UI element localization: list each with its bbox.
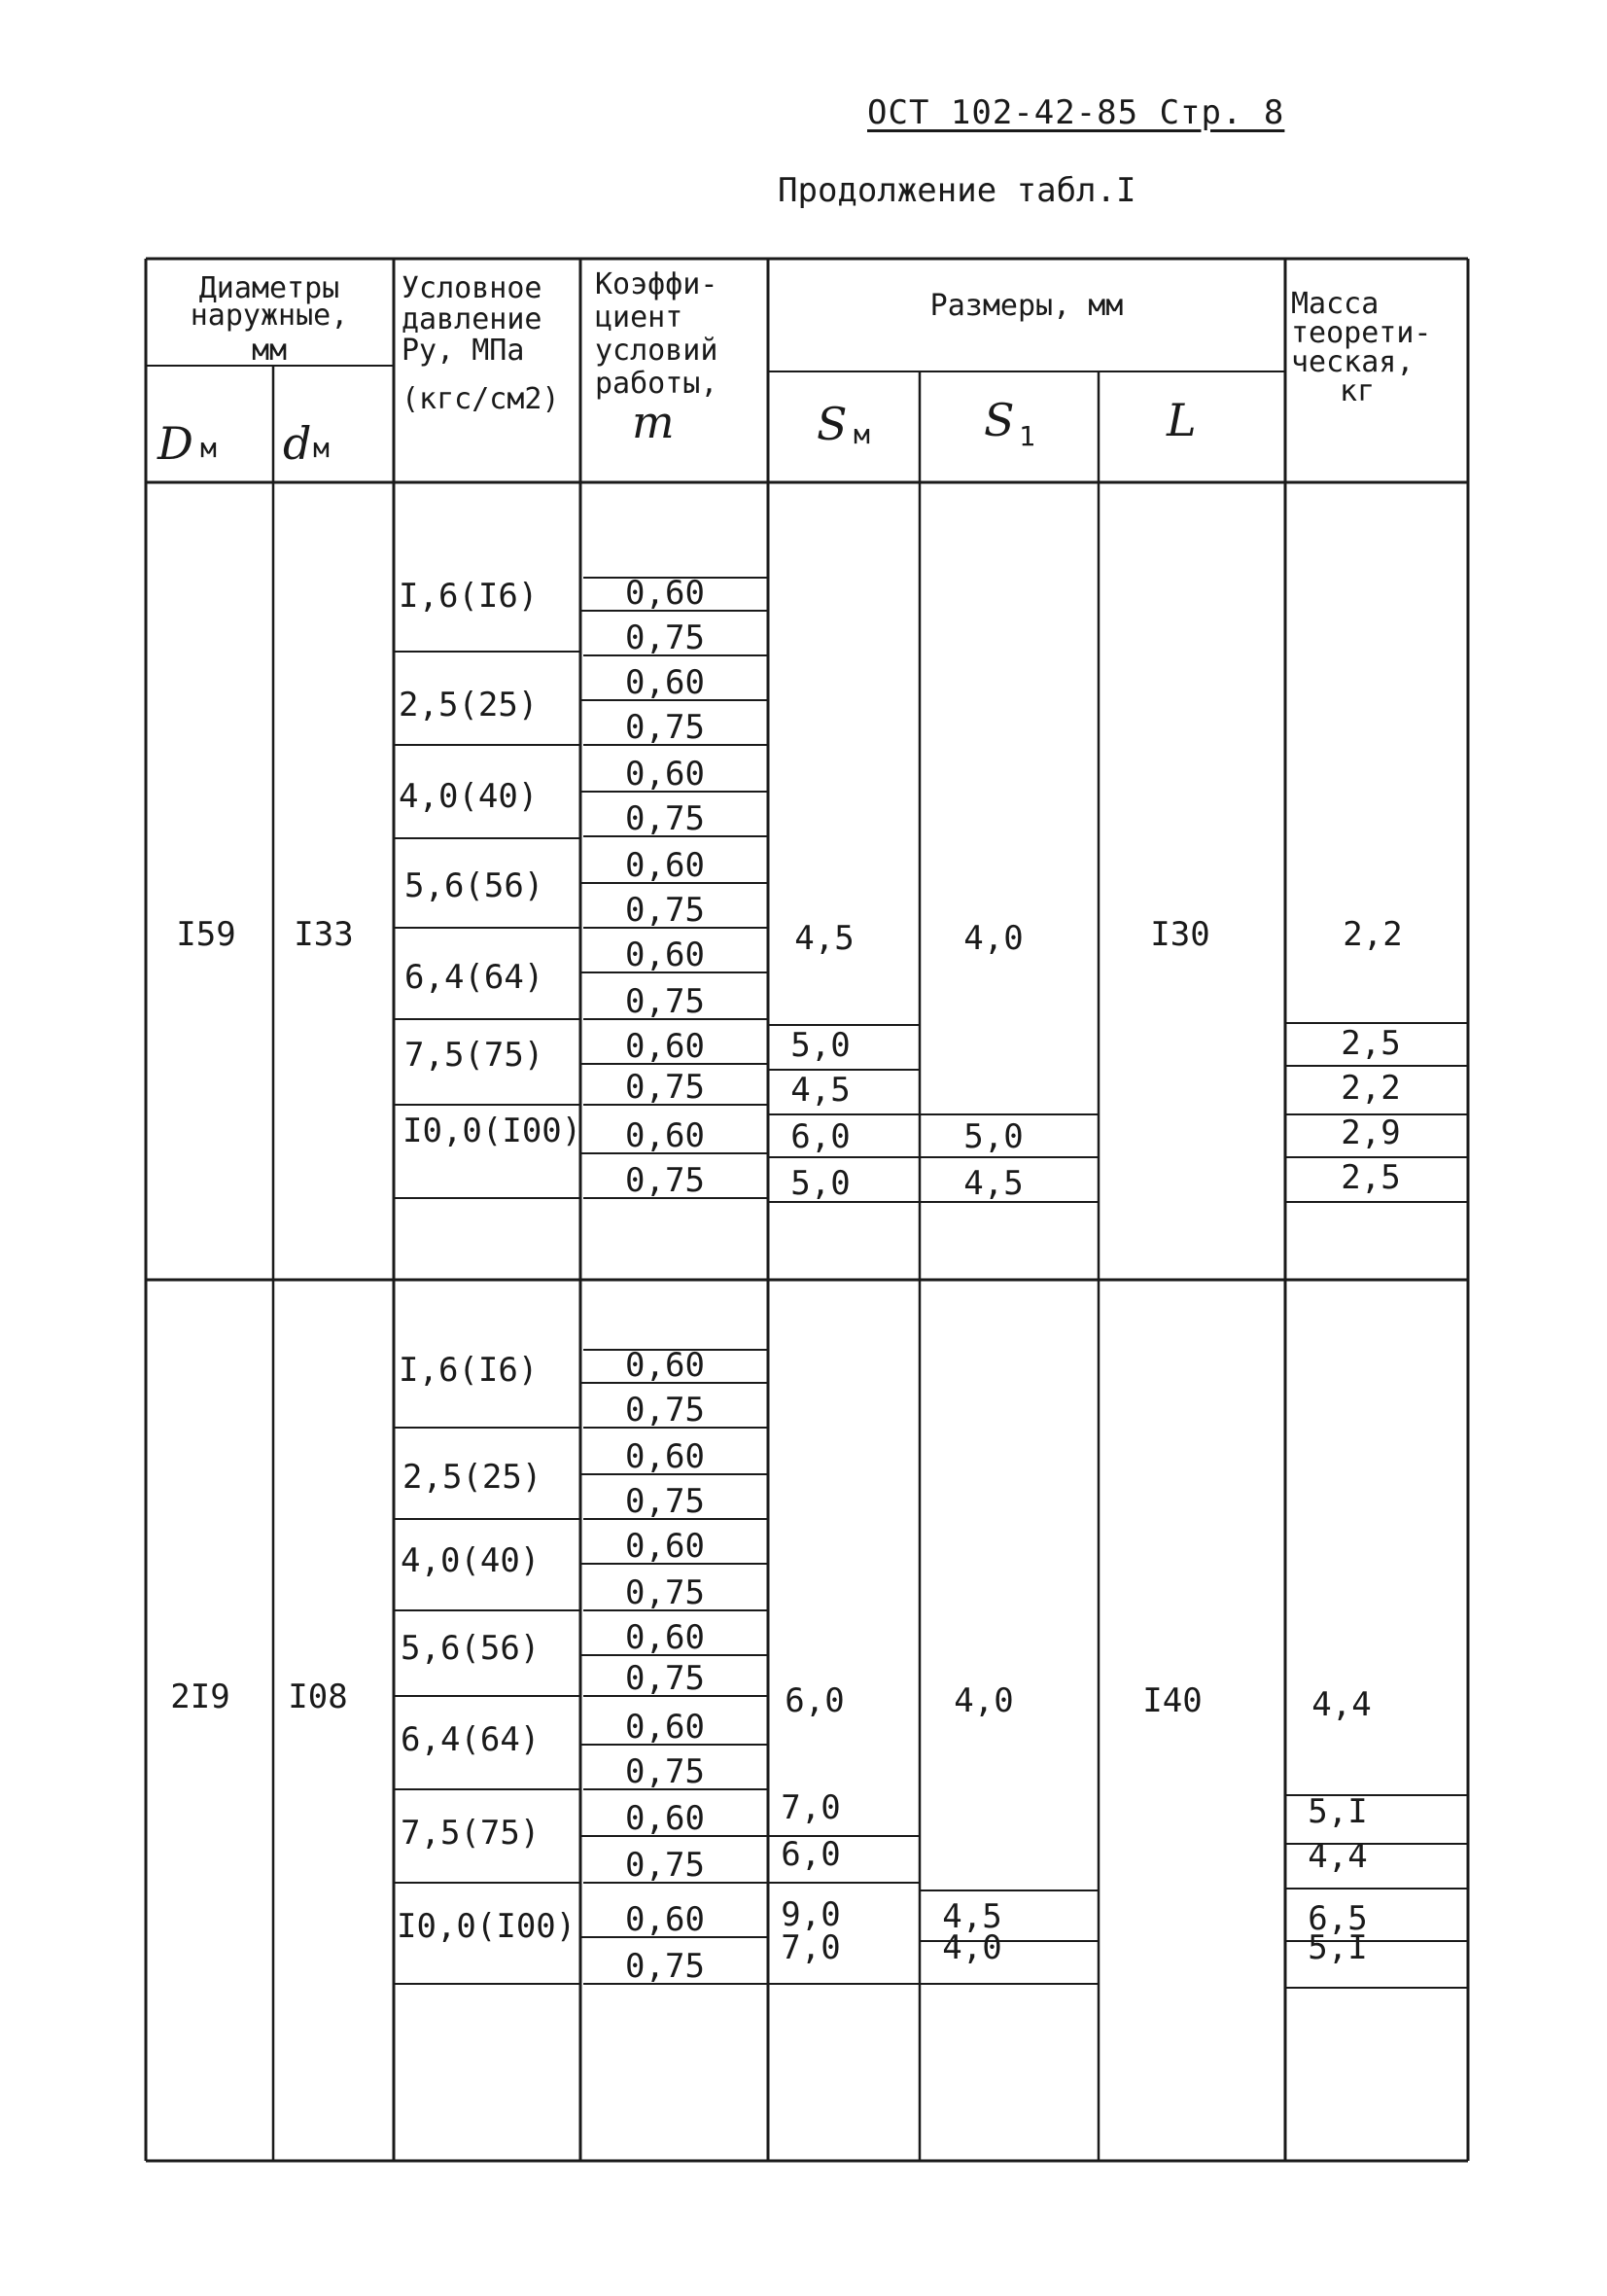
header-coef-symbol: m <box>632 396 675 448</box>
coef-cell: 0,75 <box>625 1391 705 1430</box>
pressure-cell: 5,6(56) <box>404 866 544 905</box>
header-pressure-line3: Ру, МПа <box>402 334 525 368</box>
group-inner-diameter: I33 <box>294 915 354 954</box>
header-Sm-subscript: м <box>854 418 870 450</box>
header-mass-line2: теорети- <box>1291 316 1432 350</box>
header-coef-line2: циент <box>595 300 683 335</box>
table-continuation-subtitle: Продолжение табл.I <box>778 171 1136 210</box>
mass-value: 6,5 <box>1308 1899 1368 1938</box>
coef-cell: 0,75 <box>625 1752 705 1791</box>
header-pressure-line2: давление <box>402 302 542 336</box>
coef-cell: 0,60 <box>625 1116 705 1155</box>
sm-value: 6,0 <box>781 1835 841 1874</box>
coef-cell: 0,60 <box>625 663 705 702</box>
sm-value: 4,5 <box>790 1071 851 1110</box>
sm-value-main: 4,5 <box>794 919 855 958</box>
coef-cell: 0,75 <box>625 982 705 1021</box>
mass-value-main: 4,4 <box>1311 1685 1372 1724</box>
pressure-cell: 2,5(25) <box>402 1458 542 1497</box>
coef-cell: 0,75 <box>625 799 705 838</box>
header-d-unit: м <box>313 432 330 464</box>
pressure-cell: I0,0(I00) <box>402 1112 582 1150</box>
coef-cell: 0,60 <box>625 1799 705 1838</box>
pressure-cell: 4,0(40) <box>399 777 539 816</box>
header-S1-symbol: S <box>984 394 1015 446</box>
coef-cell: 0,60 <box>625 1900 705 1939</box>
s1-value: 4,5 <box>963 1164 1024 1203</box>
coef-cell: 0,60 <box>625 755 705 794</box>
pressure-cell: I0,0(I00) <box>397 1907 576 1946</box>
header-diameters-line1: Диаметры <box>198 271 340 305</box>
header-sizes: Размеры, мм <box>929 289 1124 323</box>
pressure-cell: 4,0(40) <box>401 1541 541 1580</box>
length-value: I30 <box>1150 915 1210 954</box>
document-code-header: ОСТ 102-42-85 Стр. 8 <box>867 93 1285 132</box>
sm-value: 9,0 <box>781 1895 841 1934</box>
header-L-symbol: L <box>1167 394 1197 446</box>
header-mass-line1: Масса <box>1291 287 1380 321</box>
coef-cell: 0,60 <box>625 1708 705 1747</box>
s1-value: 4,0 <box>942 1928 1002 1967</box>
header-pressure-line4: (кгс/см2) <box>402 382 560 416</box>
length-value: I40 <box>1142 1681 1203 1720</box>
table-group-219 <box>170 1346 1371 1986</box>
pressure-cell: 6,4(64) <box>404 958 544 997</box>
header-D-symbol: D <box>157 417 193 470</box>
header-mass-line3: ческая, <box>1291 345 1415 379</box>
table-grid <box>146 259 1468 2161</box>
coef-cell: 0,60 <box>625 1618 705 1657</box>
sm-value: 5,0 <box>790 1164 851 1203</box>
pressure-cell: I,6(I6) <box>399 1351 539 1390</box>
coef-cell: 0,75 <box>625 1573 705 1612</box>
s1-value-main: 4,0 <box>963 919 1024 958</box>
sm-value-main: 6,0 <box>785 1681 845 1720</box>
coef-cell: 0,60 <box>625 1027 705 1066</box>
coef-cell: 0,60 <box>625 1437 705 1476</box>
sm-value: 6,0 <box>790 1117 851 1156</box>
header-mass-line4: кг <box>1340 374 1376 408</box>
mass-value: 2,5 <box>1341 1158 1401 1197</box>
table-group-159 <box>176 574 1402 1203</box>
group-outer-diameter: I59 <box>176 915 236 954</box>
coef-cell: 0,75 <box>625 1161 705 1200</box>
coef-cell: 0,60 <box>625 1346 705 1385</box>
coef-cell: 0,60 <box>625 1527 705 1566</box>
header-coef-line3: условий <box>595 334 718 368</box>
coef-cell: 0,75 <box>625 708 705 747</box>
coef-cell: 0,75 <box>625 1846 705 1885</box>
header-D-unit: м <box>200 432 217 464</box>
coef-cell: 0,75 <box>625 1482 705 1521</box>
mass-value: 5,I <box>1308 1792 1368 1831</box>
s1-value: 4,5 <box>942 1897 1002 1936</box>
header-S1-subscript: 1 <box>1019 420 1035 452</box>
mass-value-main: 2,2 <box>1343 915 1403 954</box>
s1-value: 5,0 <box>963 1117 1024 1156</box>
table-header <box>157 267 1432 470</box>
pressure-cell: I,6(I6) <box>399 577 539 616</box>
header-coef-line4: работы, <box>595 367 718 401</box>
header-pressure-line1: Условное <box>402 271 542 305</box>
coef-cell: 0,60 <box>625 574 705 613</box>
mass-value: 5,I <box>1308 1928 1368 1967</box>
pressure-cell: 7,5(75) <box>401 1814 541 1853</box>
coef-cell: 0,75 <box>625 891 705 930</box>
coef-cell: 0,75 <box>625 618 705 657</box>
coef-cell: 0,60 <box>625 846 705 885</box>
mass-value: 4,4 <box>1308 1837 1368 1876</box>
sm-value: 7,0 <box>781 1788 841 1827</box>
sm-value: 7,0 <box>781 1928 841 1967</box>
coef-cell: 0,75 <box>625 1068 705 1107</box>
mass-value: 2,2 <box>1341 1069 1401 1108</box>
sm-value: 5,0 <box>790 1026 851 1065</box>
coef-cell: 0,60 <box>625 936 705 974</box>
header-coef-line1: Коэффи- <box>595 267 718 301</box>
pressure-cell: 6,4(64) <box>401 1720 541 1759</box>
group-inner-diameter: I08 <box>288 1678 348 1716</box>
group-outer-diameter: 2I9 <box>170 1678 230 1716</box>
coef-cell: 0,75 <box>625 1659 705 1698</box>
header-Sm-symbol: S <box>817 398 848 450</box>
coef-cell: 0,75 <box>625 1947 705 1986</box>
s1-value-main: 4,0 <box>954 1681 1014 1720</box>
header-diameters-line3: мм <box>251 334 288 368</box>
mass-value: 2,9 <box>1341 1113 1401 1152</box>
pressure-cell: 7,5(75) <box>404 1036 544 1075</box>
pressure-cell: 2,5(25) <box>399 686 539 724</box>
header-diameters-line2: наружные, <box>190 299 349 333</box>
mass-value: 2,5 <box>1341 1024 1401 1063</box>
pressure-cell: 5,6(56) <box>401 1629 541 1668</box>
header-d-symbol: d <box>283 417 312 470</box>
